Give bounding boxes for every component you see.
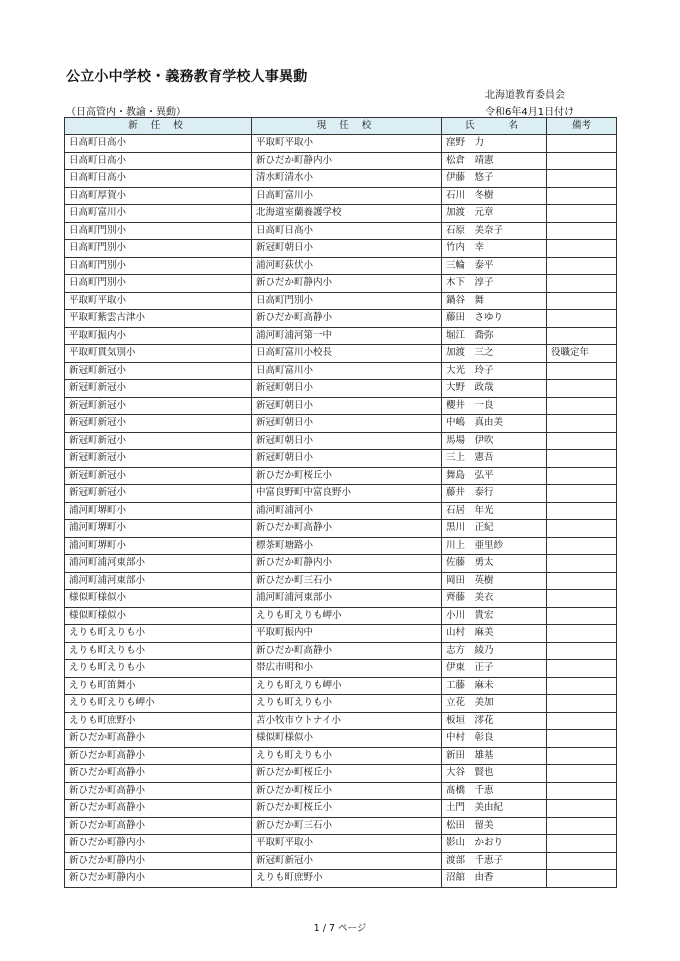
current-school-cell: 様似町様似小 — [252, 730, 442, 748]
current-school-cell: えりも町えりも岬小 — [252, 607, 442, 625]
remarks-cell — [547, 590, 617, 608]
name-cell: 藤田 さゆり — [442, 310, 547, 328]
current-school-cell: 日高町富川小 — [252, 187, 442, 205]
table-row — [65, 310, 617, 328]
table-row — [65, 590, 617, 608]
issuer: 北海道教育委員会 — [485, 90, 565, 101]
name-cell: 中村 彰良 — [442, 730, 547, 748]
remarks-cell — [547, 187, 617, 205]
table-row — [65, 257, 617, 275]
new-school-cell: 日高町日高小 — [65, 135, 252, 153]
current-school-cell: 日高町富川小校長 — [252, 345, 442, 363]
new-school-cell: 平取町平取小 — [65, 292, 252, 310]
remarks-cell — [547, 642, 617, 660]
effective-date: 令和6年4月1日付け — [485, 107, 575, 118]
name-cell: 新田 雄基 — [442, 747, 547, 765]
new-school-cell: 新冠町新冠小 — [65, 415, 252, 433]
name-cell: 藤井 泰行 — [442, 485, 547, 503]
table-row — [65, 275, 617, 293]
current-school-cell: 浦河町荻伏小 — [252, 257, 442, 275]
current-school-cell: 新冠町朝日小 — [252, 380, 442, 398]
table-row — [65, 397, 617, 415]
new-school-cell: 浦河町堺町小 — [65, 520, 252, 538]
table-row — [65, 555, 617, 573]
new-school-cell: 新ひだか町高静小 — [65, 747, 252, 765]
table-row — [65, 380, 617, 398]
table-row — [65, 642, 617, 660]
remarks-cell — [547, 800, 617, 818]
remarks-cell: 役職定年 — [547, 345, 617, 363]
new-school-cell: 新ひだか町静内小 — [65, 835, 252, 853]
remarks-cell — [547, 397, 617, 415]
table-row — [65, 222, 617, 240]
remarks-cell — [547, 467, 617, 485]
current-school-cell: 新ひだか町静内小 — [252, 152, 442, 170]
table-row — [65, 677, 617, 695]
table-row — [65, 695, 617, 713]
name-cell: 石川 冬樹 — [442, 187, 547, 205]
current-school-cell: 新ひだか町三石小 — [252, 817, 442, 835]
current-school-cell: 新ひだか町桜丘小 — [252, 782, 442, 800]
name-cell: 渡部 千恵子 — [442, 852, 547, 870]
current-school-cell: 中富良野町中富良野小 — [252, 485, 442, 503]
new-school-cell: 様似町様似小 — [65, 590, 252, 608]
document-subtitle: （日高管内・教諭・異動） — [66, 107, 186, 118]
new-school-cell: えりも町えりも小 — [65, 660, 252, 678]
name-cell: 齊藤 美衣 — [442, 590, 547, 608]
name-cell: 志方 綾乃 — [442, 642, 547, 660]
name-cell: 堀江 喬弥 — [442, 327, 547, 345]
remarks-cell — [547, 870, 617, 888]
remarks-cell — [547, 485, 617, 503]
name-cell: 中嶋 真由美 — [442, 415, 547, 433]
table-row — [65, 520, 617, 538]
current-school-cell: 新冠町朝日小 — [252, 450, 442, 468]
table-row — [65, 537, 617, 555]
current-school-cell: 日高町日高小 — [252, 222, 442, 240]
table-header-row — [65, 118, 617, 135]
current-school-cell: 新ひだか町桜丘小 — [252, 467, 442, 485]
table-row — [65, 607, 617, 625]
remarks-cell — [547, 817, 617, 835]
remarks-cell — [547, 782, 617, 800]
name-cell: 松倉 靖憲 — [442, 152, 547, 170]
name-cell: 川上 亜里紗 — [442, 537, 547, 555]
name-cell: 大光 玲子 — [442, 362, 547, 380]
table-row — [65, 817, 617, 835]
current-school-cell: 新ひだか町高静小 — [252, 310, 442, 328]
new-school-cell: 新ひだか町高静小 — [65, 800, 252, 818]
new-school-cell: えりも町えりも小 — [65, 642, 252, 660]
remarks-cell — [547, 170, 617, 188]
current-school-cell: 新ひだか町桜丘小 — [252, 800, 442, 818]
name-cell: 影山 かおり — [442, 835, 547, 853]
new-school-cell: 新ひだか町高静小 — [65, 730, 252, 748]
current-school-cell: 平取町平取小 — [252, 135, 442, 153]
new-school-cell: えりも町えりも小 — [65, 625, 252, 643]
name-cell: 三輪 泰平 — [442, 257, 547, 275]
table-row — [65, 712, 617, 730]
name-cell: 髙橋 千恵 — [442, 782, 547, 800]
new-school-cell: 新ひだか町高静小 — [65, 782, 252, 800]
new-school-cell: 新冠町新冠小 — [65, 485, 252, 503]
name-cell: 小川 貴宏 — [442, 607, 547, 625]
new-school-cell: 浦河町堺町小 — [65, 502, 252, 520]
new-school-cell: 日高町日高小 — [65, 152, 252, 170]
remarks-cell — [547, 660, 617, 678]
new-school-cell: 日高町門別小 — [65, 240, 252, 258]
table-row — [65, 730, 617, 748]
current-school-cell: 日高町富川小 — [252, 362, 442, 380]
remarks-cell — [547, 835, 617, 853]
current-school-cell: えりも町庶野小 — [252, 870, 442, 888]
table-row — [65, 362, 617, 380]
new-school-cell: 平取町振内小 — [65, 327, 252, 345]
current-school-cell: 新ひだか町高静小 — [252, 642, 442, 660]
name-cell: 加渡 元章 — [442, 205, 547, 223]
new-school-cell: 日高町厚賀小 — [65, 187, 252, 205]
current-school-cell: 帯広市明和小 — [252, 660, 442, 678]
remarks-cell — [547, 310, 617, 328]
current-school-cell: 浦河町浦河東部小 — [252, 590, 442, 608]
current-school-cell: 苫小牧市ウトナイ小 — [252, 712, 442, 730]
new-school-cell: 新ひだか町静内小 — [65, 870, 252, 888]
table-row — [65, 327, 617, 345]
current-school-cell: えりも町えりも小 — [252, 695, 442, 713]
new-school-cell: えりも町えりも岬小 — [65, 695, 252, 713]
remarks-cell — [547, 240, 617, 258]
current-school-cell: 平取町振内中 — [252, 625, 442, 643]
name-cell: 佐藤 勇太 — [442, 555, 547, 573]
table-row — [65, 625, 617, 643]
name-cell: 石居 年光 — [442, 502, 547, 520]
page-indicator: 1 / 7 ページ — [313, 923, 367, 934]
remarks-cell — [547, 555, 617, 573]
table-row — [65, 467, 617, 485]
name-cell: 岡田 英樹 — [442, 572, 547, 590]
remarks-cell — [547, 502, 617, 520]
remarks-cell — [547, 415, 617, 433]
remarks-cell — [547, 747, 617, 765]
new-school-cell: えりも町笛舞小 — [65, 677, 252, 695]
name-cell: 山村 麻美 — [442, 625, 547, 643]
new-school-cell: 浦河町浦河東部小 — [65, 572, 252, 590]
remarks-cell — [547, 712, 617, 730]
remarks-cell — [547, 292, 617, 310]
remarks-cell — [547, 135, 617, 153]
new-school-cell: 新冠町新冠小 — [65, 380, 252, 398]
name-cell: 窪野 力 — [442, 135, 547, 153]
table-row — [65, 852, 617, 870]
name-cell: 沼舘 由香 — [442, 870, 547, 888]
table-row — [65, 205, 617, 223]
remarks-cell — [547, 257, 617, 275]
remarks-cell — [547, 380, 617, 398]
current-school-cell: 標茶町塘路小 — [252, 537, 442, 555]
table-row — [65, 485, 617, 503]
new-school-cell: 日高町門別小 — [65, 222, 252, 240]
name-cell: 伊東 正子 — [442, 660, 547, 678]
new-school-cell: 新冠町新冠小 — [65, 432, 252, 450]
table-row — [65, 292, 617, 310]
remarks-cell — [547, 327, 617, 345]
name-cell: 石原 美奈子 — [442, 222, 547, 240]
header-remarks: 備考 — [547, 118, 617, 135]
table-row — [65, 660, 617, 678]
current-school-cell: 平取町平取小 — [252, 835, 442, 853]
current-school-cell: 新冠町朝日小 — [252, 240, 442, 258]
table-row — [65, 870, 617, 888]
current-school-cell: 日高町門別小 — [252, 292, 442, 310]
new-school-cell: 新ひだか町静内小 — [65, 852, 252, 870]
table-row — [65, 135, 617, 153]
table-body — [65, 135, 617, 888]
header-current-school: 現 任 校 — [252, 118, 442, 135]
table-row — [65, 450, 617, 468]
remarks-cell — [547, 625, 617, 643]
table-row — [65, 765, 617, 783]
name-cell: 櫻井 一良 — [442, 397, 547, 415]
table-row — [65, 502, 617, 520]
new-school-cell: 新ひだか町高静小 — [65, 765, 252, 783]
table-row — [65, 572, 617, 590]
remarks-cell — [547, 677, 617, 695]
current-school-cell: 新冠町朝日小 — [252, 415, 442, 433]
current-school-cell: 新ひだか町静内小 — [252, 555, 442, 573]
header-name: 氏 名 — [442, 118, 547, 135]
remarks-cell — [547, 432, 617, 450]
header-new-school: 新 任 校 — [65, 118, 252, 135]
new-school-cell: 浦河町堺町小 — [65, 537, 252, 555]
table-row — [65, 345, 617, 363]
new-school-cell: 平取町貫気別小 — [65, 345, 252, 363]
remarks-cell — [547, 520, 617, 538]
new-school-cell: 新冠町新冠小 — [65, 467, 252, 485]
new-school-cell: 新冠町新冠小 — [65, 362, 252, 380]
table-row — [65, 800, 617, 818]
current-school-cell: 清水町清水小 — [252, 170, 442, 188]
name-cell: 立花 美加 — [442, 695, 547, 713]
remarks-cell — [547, 152, 617, 170]
remarks-cell — [547, 730, 617, 748]
new-school-cell: 新ひだか町高静小 — [65, 817, 252, 835]
personnel-transfer-table — [64, 117, 617, 888]
current-school-cell: 新冠町朝日小 — [252, 397, 442, 415]
new-school-cell: えりも町庶野小 — [65, 712, 252, 730]
new-school-cell: 新冠町新冠小 — [65, 397, 252, 415]
current-school-cell: 浦河町浦河小 — [252, 502, 442, 520]
remarks-cell — [547, 765, 617, 783]
name-cell: 伊藤 悠子 — [442, 170, 547, 188]
name-cell: 馬場 伊吹 — [442, 432, 547, 450]
current-school-cell: 新冠町朝日小 — [252, 432, 442, 450]
current-school-cell: 新ひだか町静内小 — [252, 275, 442, 293]
current-school-cell: 浦河町浦河第一中 — [252, 327, 442, 345]
new-school-cell: 新冠町新冠小 — [65, 450, 252, 468]
current-school-cell: 北海道室蘭養護学校 — [252, 205, 442, 223]
name-cell: 加渡 三之 — [442, 345, 547, 363]
remarks-cell — [547, 362, 617, 380]
remarks-cell — [547, 607, 617, 625]
name-cell: 大野 政哉 — [442, 380, 547, 398]
remarks-cell — [547, 450, 617, 468]
new-school-cell: 浦河町浦河東部小 — [65, 555, 252, 573]
current-school-cell: 新冠町新冠小 — [252, 852, 442, 870]
new-school-cell: 様似町様似小 — [65, 607, 252, 625]
remarks-cell — [547, 275, 617, 293]
current-school-cell: 新ひだか町三石小 — [252, 572, 442, 590]
name-cell: 土門 美由紀 — [442, 800, 547, 818]
name-cell: 鍋谷 舞 — [442, 292, 547, 310]
new-school-cell: 日高町門別小 — [65, 275, 252, 293]
name-cell: 工藤 麻未 — [442, 677, 547, 695]
remarks-cell — [547, 222, 617, 240]
current-school-cell: 新ひだか町高静小 — [252, 520, 442, 538]
name-cell: 竹内 幸 — [442, 240, 547, 258]
table-row — [65, 415, 617, 433]
remarks-cell — [547, 695, 617, 713]
table-row — [65, 187, 617, 205]
current-school-cell: えりも町えりも岬小 — [252, 677, 442, 695]
remarks-cell — [547, 852, 617, 870]
table-row — [65, 835, 617, 853]
table-row — [65, 782, 617, 800]
remarks-cell — [547, 572, 617, 590]
name-cell: 松田 留美 — [442, 817, 547, 835]
table-row — [65, 432, 617, 450]
table-row — [65, 152, 617, 170]
remarks-cell — [547, 537, 617, 555]
current-school-cell: えりも町えりも小 — [252, 747, 442, 765]
name-cell: 三上 憲吾 — [442, 450, 547, 468]
table-row — [65, 240, 617, 258]
current-school-cell: 新ひだか町桜丘小 — [252, 765, 442, 783]
new-school-cell: 日高町富川小 — [65, 205, 252, 223]
name-cell: 大谷 賢也 — [442, 765, 547, 783]
name-cell: 板垣 澪花 — [442, 712, 547, 730]
new-school-cell: 日高町日高小 — [65, 170, 252, 188]
name-cell: 黒川 正紀 — [442, 520, 547, 538]
new-school-cell: 平取町紫雲古津小 — [65, 310, 252, 328]
name-cell: 木下 淳子 — [442, 275, 547, 293]
remarks-cell — [547, 205, 617, 223]
name-cell: 舞島 弘平 — [442, 467, 547, 485]
table-row — [65, 747, 617, 765]
new-school-cell: 日高町門別小 — [65, 257, 252, 275]
table-row — [65, 170, 617, 188]
document-title: 公立小中学校・義務教育学校人事異動 — [66, 69, 308, 85]
